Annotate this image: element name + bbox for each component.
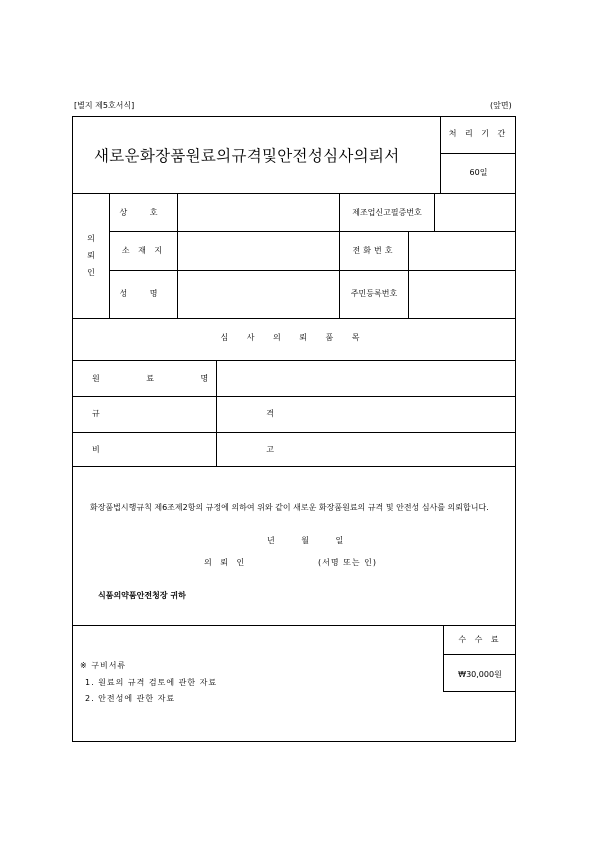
signature-hint: (서명 또는 인) [318,558,377,567]
remarks-label: 비 고 [92,445,356,454]
material-name-label: 원 료 명 [92,374,231,383]
applicant-char-3: 인 [87,268,95,277]
applicant-char-2: 뢰 [87,251,95,260]
form-title: 새로운화장품원료의규격및안전성심사의뢰서 [94,147,400,165]
recipient-line: 식품의약품안전청장 귀하 [98,591,186,600]
signer-label: 의 뢰 인 [204,558,248,567]
material-name-field[interactable] [219,363,513,393]
resident-number-label: 주민등록번호 [350,289,398,298]
signer-field[interactable] [245,554,313,570]
page-side-label: (앞면) [490,101,512,110]
trade-name-field[interactable] [180,197,336,227]
applicant-char-1: 의 [87,234,95,243]
phone-number-field[interactable] [411,235,513,266]
fee-value: ₩30,000원 [458,670,502,679]
name-label: 성 명 [119,289,168,298]
date-line: 년 월 일 [267,536,356,545]
processing-period-value: 60일 [469,168,488,177]
required-documents-heading: ※ 구비서류 [80,661,127,670]
address-field[interactable] [180,235,336,266]
required-document-2: 2. 안전성에 관한 자료 [85,694,176,703]
processing-period-label: 처 리 기 간 [448,129,509,138]
specification-field[interactable] [219,399,513,429]
resident-number-field[interactable] [411,274,513,314]
fee-label: 수 수 료 [458,635,502,644]
form-number-label: [별지 제5호서식] [74,101,135,110]
manufacturer-permit-number-label: 제조업신고필증번호 [352,208,422,217]
specification-label: 규 격 [92,409,356,418]
manufacturer-permit-number-field[interactable] [437,197,513,227]
declaration-text: 화장품법시행규칙 제6조제2항의 규정에 의하여 위와 같이 새로운 화장품원료의 규격 및 안전성 심사를 의뢰합니다. [90,503,489,512]
trade-name-label: 상 호 [119,208,168,217]
review-items-header: 심 사 의 뢰 품 목 [220,333,368,342]
name-field[interactable] [180,274,336,314]
required-document-1: 1. 원료의 규격 검토에 관한 자료 [85,678,218,687]
address-label: 소 재 지 [121,246,166,255]
remarks-field[interactable] [219,435,513,463]
phone-number-label: 전화번호 [352,246,396,255]
